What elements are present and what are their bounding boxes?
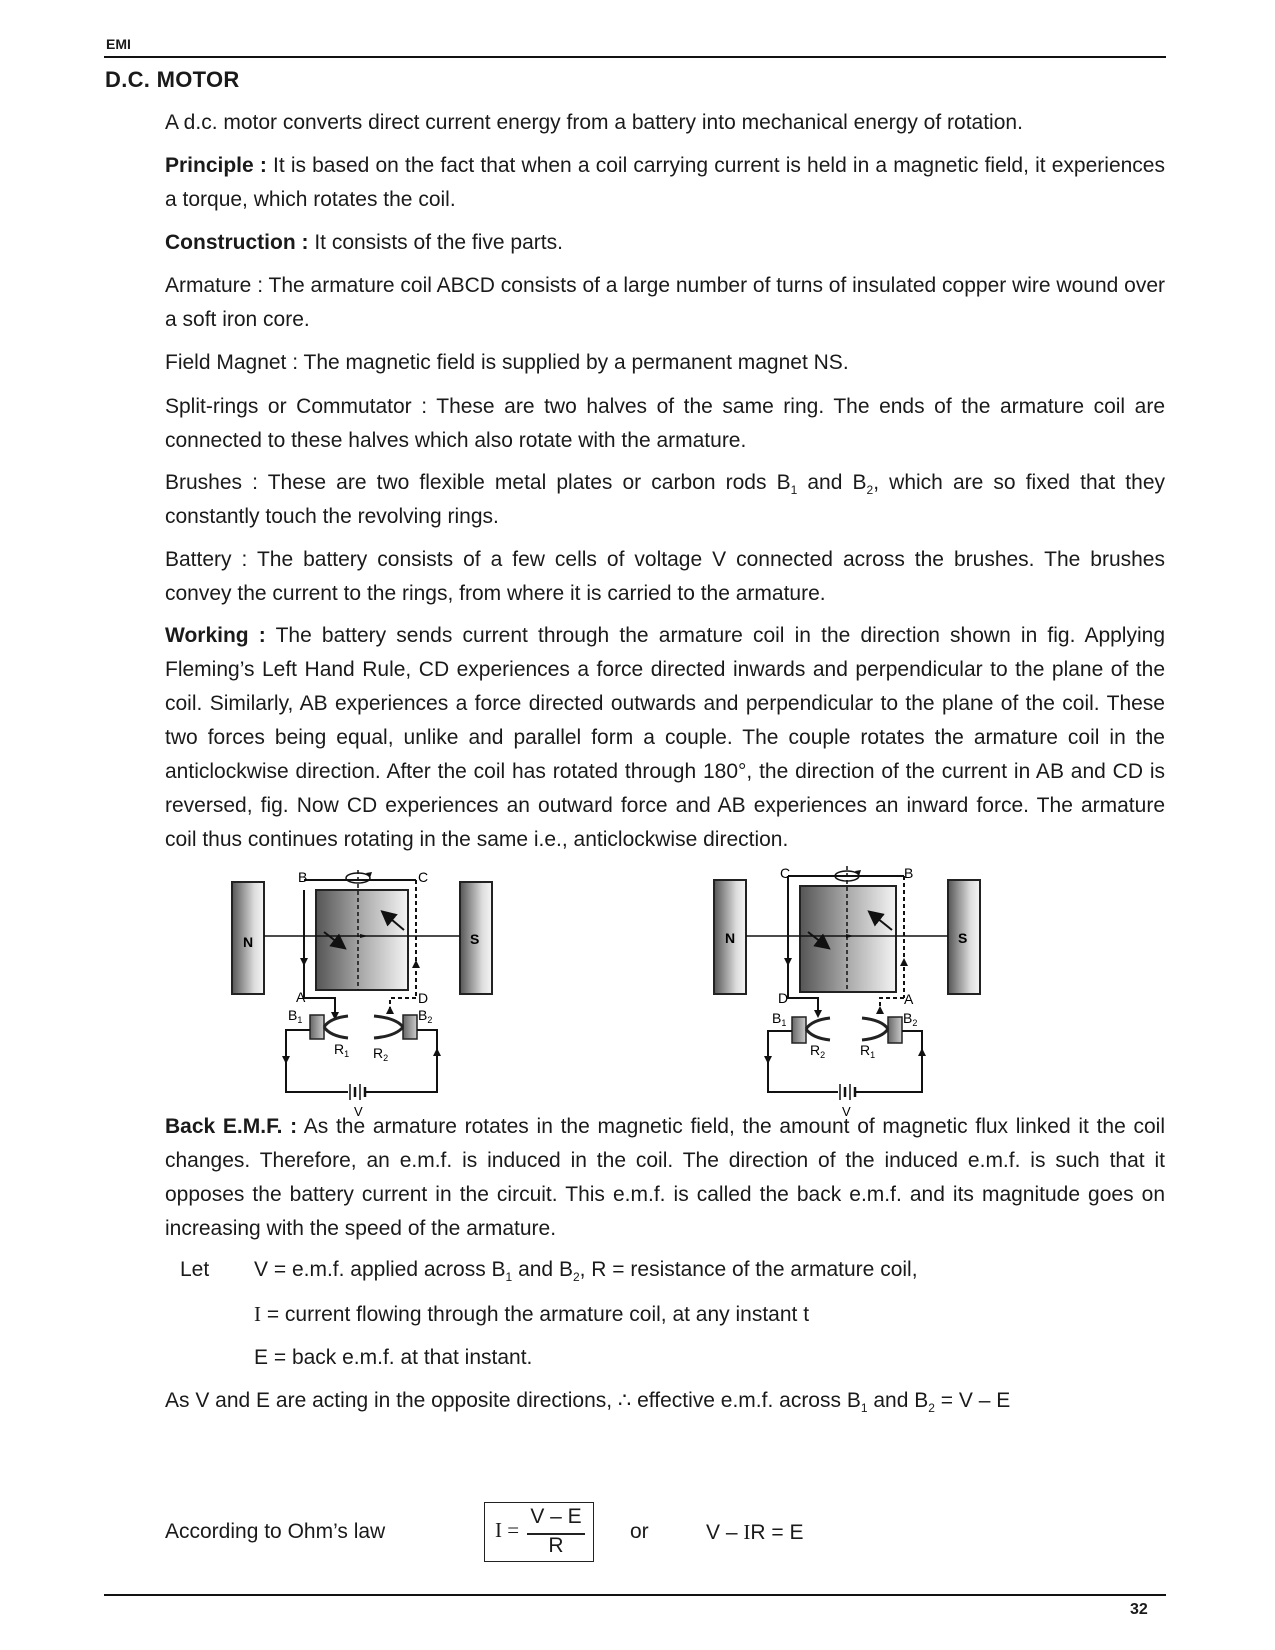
svg-text:D: D bbox=[778, 990, 789, 1006]
svg-text:C: C bbox=[418, 870, 429, 885]
ohms-law-formula-box bbox=[484, 1502, 594, 1562]
svg-text:B1: $B_1$ bbox=[288, 1007, 303, 1025]
dc-motor-figure-2 bbox=[712, 866, 1002, 1116]
svg-text:R2: $R_2$ bbox=[373, 1045, 389, 1063]
svg-text:N: N bbox=[243, 934, 254, 950]
svg-text:A: A bbox=[904, 991, 914, 1007]
svg-text:S: S bbox=[958, 930, 968, 946]
svg-text:B: B bbox=[298, 870, 308, 885]
let-definition-e: E = back e.m.f. at that instant. bbox=[254, 1346, 533, 1369]
svg-text:D: D bbox=[418, 990, 429, 1006]
svg-text:V: V bbox=[842, 1104, 851, 1116]
field-magnet-paragraph: Field Magnet : The magnetic field is supplied by a permanent magnet NS. bbox=[165, 351, 849, 374]
commutator-paragraph: Split-rings or Commutator : These are two halves of the same ring. The ends of the armature coil are connected to these halves which also rotate with the armature. bbox=[165, 395, 1165, 452]
section-title: D.C. MOTOR bbox=[105, 67, 240, 92]
svg-text:S: S bbox=[470, 931, 480, 947]
working-paragraph: Working : The battery sends current through the armature coil in the direction shown in fig. Applying Fleming’s Left Hand Rule, CD experiences a force directed inwards and perpendicular to the plane of the coil. Similarly, AB experiences a force directed outwards and perpendicular to the plane of the coil. These two forces being equal, unlike and parallel form a couple. The couple rotates the armature coil in the anticlockwise direction. After the coil has rotated through 180°, the direction of the current in AB and CD is reversed, fig. Now CD experiences an outward force and AB experiences an inward force. The armature coil thus continues rotating in the same i.e., anticlockwise direction. bbox=[165, 624, 1165, 851]
ohms-law-label: According to Ohm’s law bbox=[165, 1520, 386, 1543]
let-definition-v: V = e.m.f. applied across $B_1$ and $B_2$, R = resistance of the armature coil, bbox=[254, 1258, 918, 1284]
battery-paragraph: Battery : The battery consists of a few cells of voltage V connected across the brushes. The brushes convey the current to the rings, from where it is carried to the armature. bbox=[165, 548, 1165, 605]
intro-paragraph: A d.c. motor converts direct current energy from a battery into mechanical energy of rotation. bbox=[165, 111, 1023, 134]
let-definition-i: I = current flowing through the armature coil, at any instant t bbox=[254, 1302, 810, 1326]
svg-text:C: C bbox=[780, 866, 791, 881]
svg-text:B2: $B_2$ bbox=[418, 1007, 433, 1025]
let-word: Let bbox=[180, 1258, 210, 1281]
svg-text:B: B bbox=[904, 866, 914, 881]
svg-text:A: A bbox=[296, 989, 306, 1005]
construction-paragraph: Construction : It consists of the five parts. bbox=[165, 231, 563, 254]
working-label: Working : bbox=[165, 624, 266, 647]
principle-label: Principle : bbox=[165, 154, 267, 177]
back-emf-paragraph: Back E.M.F. : As the armature rotates in the magnetic field, the amount of magnetic flux linked it the coil changes. Therefore, an e.m.f. is induced in the coil. The direction of the induced e.m.f. is such that it opposes the battery current in the circuit. This e.m.f. is called the back e.m.f. and its magnitude goes on increasing with the speed of the armature. bbox=[165, 1115, 1166, 1240]
footer-rule bbox=[104, 1594, 1166, 1596]
running-head: EMI bbox=[106, 36, 131, 52]
svg-text:R2: $R_2$ bbox=[810, 1042, 826, 1060]
svg-text:V: V bbox=[354, 1104, 363, 1119]
formula-denominator: R bbox=[548, 1534, 564, 1557]
page-number: 32 bbox=[1130, 1601, 1148, 1618]
svg-text:R1: $R_1$ bbox=[860, 1042, 876, 1060]
header-rule bbox=[104, 56, 1166, 58]
construction-label: Construction : bbox=[165, 231, 309, 254]
armature-paragraph: Armature : The armature coil ABCD consists of a large number of turns of insulated copper wire wound over a soft iron core. bbox=[165, 274, 1165, 331]
svg-text:R1: $R_1$ bbox=[334, 1041, 350, 1059]
alt-formula: V – IR = E bbox=[706, 1520, 804, 1544]
svg-text:N: N bbox=[725, 930, 736, 946]
svg-text:B1: $B_1$ bbox=[772, 1010, 787, 1028]
svg-text:B2: $B_2$ bbox=[903, 1010, 918, 1028]
principle-paragraph: Principle : It is based on the fact that when a coil carrying current is held in a magnetic field, it experiences a torque, which rotates the coil. bbox=[165, 154, 1165, 211]
back-emf-label: Back E.M.F. : bbox=[165, 1115, 298, 1138]
formula-lhs: I = bbox=[495, 1518, 520, 1542]
effective-emf-statement: As V and E are acting in the opposite directions, ∴ effective e.m.f. across $B_1$ and $B_2 = V - E$ bbox=[165, 1389, 1011, 1415]
formula-numerator: V – E bbox=[530, 1505, 582, 1528]
or-connector: or bbox=[630, 1520, 649, 1543]
dc-motor-figure-1 bbox=[230, 870, 520, 1120]
brushes-paragraph: Brushes : These are two flexible metal plates or carbon rods $B_1$ and $B_2$, which are so fixed that they constantly touch the revolving rings. bbox=[165, 471, 1165, 528]
